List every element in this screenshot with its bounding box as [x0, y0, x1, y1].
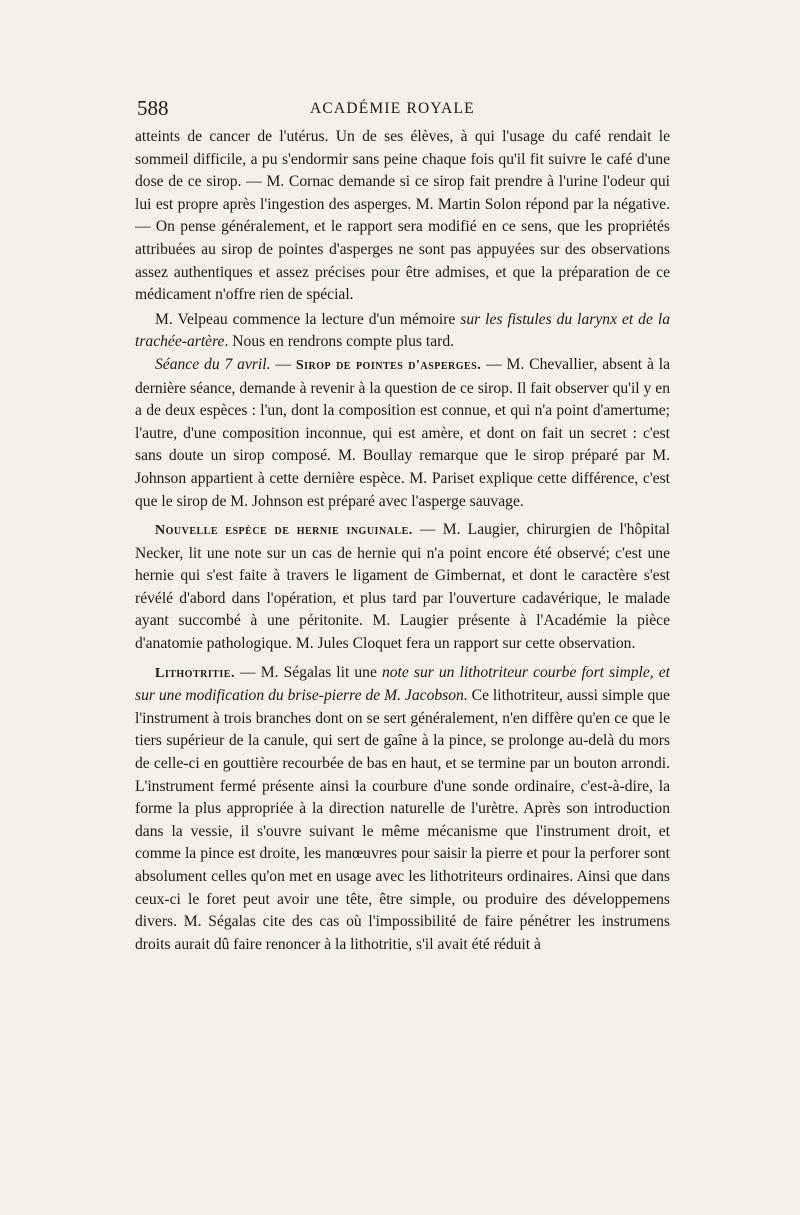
page-number: 588 [137, 96, 169, 120]
body-text [135, 126, 670, 956]
section-heading-lithotritie: Lithotritie. [155, 665, 235, 681]
velpeau-text-end: . Nous en rendrons compte plus tard. [224, 333, 455, 351]
lithotritie-lead: — M. Ségalas lit une [234, 663, 382, 681]
seance-date: Séance du 7 avril. [155, 355, 271, 373]
paragraph-seance-7-avril [135, 354, 670, 513]
hernie-text: — M. Laugier, chirurgien de l'hôpital Necker, lit une note sur un cas de hernie qui n'a point encore été observé; c'est une hernie qui s'est faite à travers le ligament de Gimbernat, et dont le caractère s'est révélé d'abord dans l'opération, et plus tard par l'ouverture cadavérique, le malade ayant succombé à une péritonite. M. Laugier présente à l'Académie la pièce d'anatomie pathologique. M. Jules Cloquet fera un rapport sur cette observation. [135, 521, 670, 653]
paragraph-hernie [135, 519, 670, 656]
seance-dash: — [270, 355, 296, 373]
seance-text: — M. Chevallier, absent à la dernière séance, demande à revenir à la question de ce sirop. Il fait observer qu'il y en a de deux espèces : l'un, dont la composition est connue, et qui n'a point d'amertume; l'autre, d'une composition inconnue, qui est amère, et dont on fait un secret : c'est sans doute un sirop composé. M. Boullay remarque que le sirop préparé par M. Johnson appartient à cette dernière espèce. M. Pariset explique cette différence, c'est que le sirop de M. Johnson est préparé avec l'asperge sauvage. [135, 355, 671, 510]
velpeau-memoire-title: sur les fistules du larynx et de la trachée-artère [135, 310, 670, 351]
running-title: ACADÉMIE ROYALE [310, 100, 475, 117]
paragraph-lithotritie [135, 662, 670, 957]
paragraph-cancer-sirop: atteints de cancer de l'utérus. Un de ses élèves, à qui l'usage du café rendait le sommeil difficile, a pu s'endormir sans peine chaque fois qu'il fit suivre le café d'une dose de ce sirop. — M. Cornac demande si ce sirop fait prendre à l'urine l'odeur qui lui est propre après l'ingestion des asperges. M. Martin Solon répond par la négative. — On pense généralement, et le rapport sera modifié en ce sens, que les propriétés attribuées au sirop de pointes d'asperges ne sont pas appuyées sur des observations assez authentiques et assez précises pour être admises, et que la préparation de ce médicament n'offre rien de spécial. [135, 128, 670, 304]
velpeau-text: M. Velpeau commence la lecture d'un mémoire [155, 310, 461, 328]
running-header [135, 96, 670, 124]
lithotritie-note-title: note sur un lithotriteur courbe fort simple, et sur une modification du brise-pierre de M. Jacobson. [135, 663, 670, 705]
paragraph-velpeau [135, 309, 670, 354]
section-heading-hernie: Nouvelle espèce de hernie inguinale. [155, 523, 413, 539]
lithotritie-text: Ce lithotriteur, aussi simple que l'instrument à trois branches dont on se sert généralement, n'en diffère qu'en ce que le tiers supérieur de la canule, qui sert de gaîne à la pince, se prolonge au-delà du mors de celle-ci en gouttière recourbée de bas en haut, et se termine par un bouton arrondi. L'instrument fermé présente ainsi la courbure d'une sonde ordinaire, c'est-à-dire, la forme la plus appropriée à la direction naturelle de l'urètre. Après son introduction dans la vessie, il s'ouvre suivant le même mécanisme que l'instrument droit, et comme la pince est droite, les manœuvres pour saisir la pierre et pour la perforer sont absolument celles qu'on met en usage avec les lithotriteurs ordinaires. Ainsi que dans ceux-ci le foret peut avoir une tête, être simple, ou produire des développemens divers. M. Ségalas cite des cas où l'impossibilité de faire pénétrer les instrumens droits aurait dû faire renoncer à la lithotritie, s'il avait été réduit à [135, 687, 670, 953]
section-heading-sirop: Sirop de pointes d'asperges. [295, 357, 482, 373]
